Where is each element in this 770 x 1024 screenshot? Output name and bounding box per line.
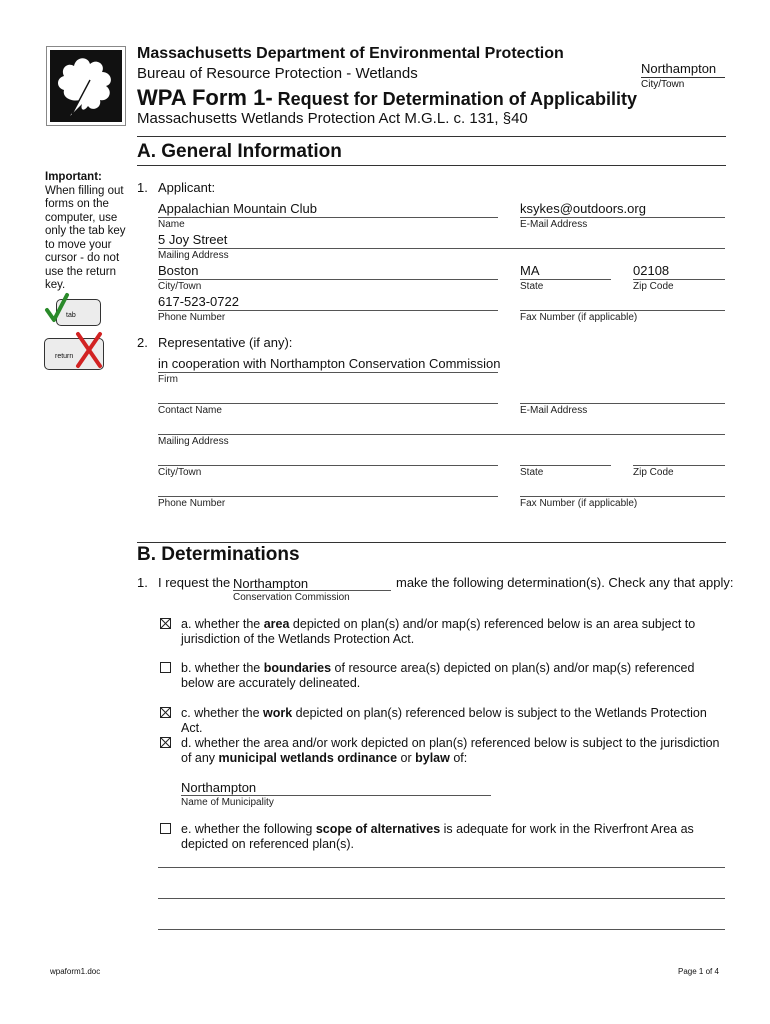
applicant-city-field[interactable]: Boston — [158, 263, 199, 278]
agency-name: Massachusetts Department of Environmental Protection — [137, 45, 564, 62]
act-citation: Massachusetts Wetlands Protection Act M.G.L. c. 131, §40 — [137, 110, 528, 127]
option-e-pre: e. whether the following — [181, 822, 316, 836]
header-divider — [137, 136, 726, 137]
applicant-fax-label: Fax Number (if applicable) — [520, 312, 638, 323]
applicant-zip-line — [633, 279, 725, 280]
checkmark-icon — [44, 292, 70, 326]
alternatives-line-2[interactable] — [158, 898, 725, 899]
option-b-text — [181, 661, 729, 691]
option-d-post: or — [397, 751, 416, 765]
header-city-value[interactable]: Northampton — [641, 61, 717, 76]
form-title — [137, 85, 637, 111]
representative-phone-line[interactable] — [158, 496, 498, 497]
option-e-bold: scope of alternatives — [315, 822, 441, 836]
dep-logo — [46, 46, 126, 126]
representative-city-label: City/Town — [158, 467, 202, 478]
representative-zip-line[interactable] — [633, 465, 725, 466]
alternatives-line-1[interactable] — [158, 867, 725, 868]
municipality-field[interactable]: Northampton — [181, 780, 257, 795]
option-d-bold2: bylaw — [415, 751, 450, 765]
municipality-label: Name of Municipality — [181, 797, 274, 808]
option-b-checkbox[interactable] — [160, 662, 171, 673]
form-title-main: WPA Form 1- — [137, 85, 273, 110]
x-mark-icon — [74, 330, 104, 370]
applicant-heading: Applicant: — [158, 180, 216, 195]
representative-state-line[interactable] — [520, 465, 611, 466]
applicant-city-line — [158, 279, 498, 280]
option-c-bold: work — [263, 706, 293, 720]
representative-email-label: E-Mail Address — [520, 405, 588, 416]
representative-zip-label: Zip Code — [633, 467, 674, 478]
applicant-state-line — [520, 279, 611, 280]
commission-line — [233, 590, 391, 591]
representative-firm-field[interactable]: in cooperation with Northampton Conservation Commission — [158, 356, 501, 371]
option-d-checkbox[interactable] — [160, 737, 171, 748]
option-a-checkbox[interactable] — [160, 618, 171, 629]
applicant-name-field[interactable]: Appalachian Mountain Club — [158, 201, 317, 216]
representative-contact-line[interactable] — [158, 403, 498, 404]
option-a-bold: area — [263, 617, 290, 631]
representative-email-line[interactable] — [520, 403, 725, 404]
option-a-post: depicted on plan(s) and/or map(s) referenced below is an area subject to jurisdiction of the Wetlands Protection Act. — [181, 617, 696, 646]
oak-leaf-icon — [50, 50, 122, 122]
representative-firm-line — [158, 372, 498, 373]
important-text: When filling out forms on the computer, use only the tab key to move your cursor - do not use the return key. — [45, 184, 126, 291]
option-e-post: is adequate for work in the Riverfront Area as depicted on referenced plan(s). — [181, 822, 694, 851]
applicant-phone-label: Phone Number — [158, 312, 226, 323]
option-c-pre: c. whether the — [181, 706, 263, 720]
request-prefix: I request the — [158, 575, 231, 590]
option-b-bold: boundaries — [263, 661, 332, 675]
representative-fax-label: Fax Number (if applicable) — [520, 498, 638, 509]
applicant-state-label: State — [520, 281, 544, 292]
option-b-pre: b. whether the — [181, 661, 264, 675]
important-note — [45, 171, 130, 293]
representative-number: 2. — [137, 335, 148, 350]
applicant-fax-line[interactable] — [520, 310, 725, 311]
request-suffix: make the following determination(s). Check any that apply: — [396, 575, 734, 590]
section-a-title: A. General Information — [137, 141, 342, 162]
representative-state-label: State — [520, 467, 544, 478]
option-d-post2: of: — [449, 751, 468, 765]
footer-doc-name: wpaform1.doc — [50, 967, 101, 976]
applicant-address-field[interactable]: 5 Joy Street — [158, 232, 228, 247]
representative-firm-label: Firm — [158, 374, 178, 385]
applicant-name-line — [158, 217, 498, 218]
option-c-post: depicted on plan(s) referenced below is subject to the Wetlands Protection Act. — [181, 706, 707, 735]
applicant-number: 1. — [137, 180, 148, 195]
representative-address-line[interactable] — [158, 434, 725, 435]
representative-phone-label: Phone Number — [158, 498, 226, 509]
applicant-zip-field[interactable]: 02108 — [633, 263, 670, 278]
header-city-label: City/Town — [641, 79, 685, 90]
applicant-name-label: Name — [158, 219, 185, 230]
determination-number: 1. — [137, 575, 148, 590]
representative-heading: Representative (if any): — [158, 335, 293, 350]
municipality-line — [181, 795, 491, 796]
form-title-rest: Request for Determination of Applicability — [272, 89, 638, 109]
applicant-email-field[interactable]: ksykes@outdoors.org — [520, 201, 646, 216]
option-a-text — [181, 617, 729, 647]
option-c-checkbox[interactable] — [160, 707, 171, 718]
alternatives-line-3[interactable] — [158, 929, 725, 930]
commission-field[interactable]: Northampton — [233, 576, 309, 591]
applicant-state-field[interactable]: MA — [520, 263, 540, 278]
bureau-name: Bureau of Resource Protection - Wetlands — [137, 65, 418, 82]
applicant-city-label: City/Town — [158, 281, 202, 292]
representative-address-label: Mailing Address — [158, 436, 229, 447]
option-e-text — [181, 822, 729, 852]
tab-key-label: tab — [66, 312, 76, 319]
applicant-email-label: E-Mail Address — [520, 219, 588, 230]
section-b-rule — [137, 542, 726, 543]
applicant-address-label: Mailing Address — [158, 250, 229, 261]
representative-city-line[interactable] — [158, 465, 498, 466]
representative-fax-line[interactable] — [520, 496, 725, 497]
option-d-pre: d. whether the area and/or work depicted on plan(s) referenced below is subject to the jurisdiction of any — [181, 736, 720, 765]
applicant-phone-line — [158, 310, 498, 311]
commission-label: Conservation Commission — [233, 592, 350, 603]
applicant-phone-field[interactable]: 617-523-0722 — [158, 294, 239, 309]
return-key-label: return — [55, 353, 74, 360]
option-d-text — [181, 736, 729, 766]
option-b-post: of resource area(s) depicted on plan(s) and/or map(s) referenced below are accurately delineated. — [181, 661, 695, 690]
footer-page-number: Page 1 of 4 — [678, 967, 719, 976]
section-a-rule — [137, 165, 726, 166]
option-c-text — [181, 706, 729, 736]
applicant-address-line — [158, 248, 725, 249]
applicant-email-line — [520, 217, 725, 218]
option-e-checkbox[interactable] — [160, 823, 171, 834]
section-b-title: B. Determinations — [137, 544, 300, 565]
option-d-bold: municipal wetlands ordinance — [218, 751, 398, 765]
header-city-underline — [641, 77, 725, 78]
applicant-zip-label: Zip Code — [633, 281, 674, 292]
representative-contact-label: Contact Name — [158, 405, 222, 416]
important-label: Important: — [45, 171, 102, 183]
option-a-pre: a. whether the — [181, 617, 264, 631]
